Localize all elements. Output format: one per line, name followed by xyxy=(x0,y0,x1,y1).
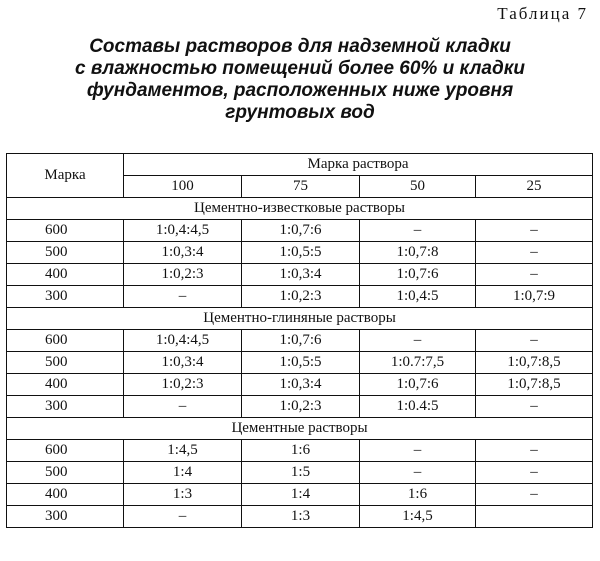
table-cell: 1:0,5:5 xyxy=(242,352,360,374)
table-cell: – xyxy=(476,396,593,418)
table-cell: 1:0,7:8,5 xyxy=(476,374,593,396)
table-cell: – xyxy=(124,396,242,418)
table-cell: – xyxy=(476,462,593,484)
table-cell: 1:0,3:4 xyxy=(242,264,360,286)
column-header-75: 75 xyxy=(242,176,360,198)
table-cell: – xyxy=(476,264,593,286)
section-row xyxy=(7,418,593,440)
column-header-marka-rastvora: Марка раствора xyxy=(124,154,593,176)
column-header-25: 25 xyxy=(476,176,593,198)
table-cell: 1:0,7:6 xyxy=(360,374,476,396)
table-cell: 1:0,2:3 xyxy=(124,374,242,396)
table-row xyxy=(7,242,593,264)
mortar-composition-table xyxy=(6,153,593,528)
table-cell: – xyxy=(360,220,476,242)
row-marka: 500 xyxy=(7,242,124,264)
table-cell: 1:4,5 xyxy=(360,506,476,528)
row-marka: 500 xyxy=(7,462,124,484)
table-row xyxy=(7,220,593,242)
table-cell: 1:3 xyxy=(242,506,360,528)
column-header-marka: Марка xyxy=(7,154,124,198)
section-title: Цементно-глиняные растворы xyxy=(7,308,593,330)
table-cell: 1:0,5:5 xyxy=(242,242,360,264)
table-cell: 1:0,7:9 xyxy=(476,286,593,308)
title-line: Составы растворов для надземной кладки xyxy=(89,36,511,57)
table-cell: 1:0,4:4,5 xyxy=(124,220,242,242)
table-number-label: Таблица 7 xyxy=(497,4,588,23)
row-marka: 600 xyxy=(7,440,124,462)
row-marka: 400 xyxy=(7,484,124,506)
table-row xyxy=(7,330,593,352)
table-cell: 1:5 xyxy=(242,462,360,484)
table-cell: – xyxy=(124,286,242,308)
table-row xyxy=(7,506,593,528)
table-cell: – xyxy=(476,330,593,352)
row-marka: 300 xyxy=(7,506,124,528)
table-cell: 1:0,3:4 xyxy=(242,374,360,396)
table-cell: 1:0,7:6 xyxy=(242,330,360,352)
table-cell: 1:6 xyxy=(242,440,360,462)
table-row xyxy=(7,440,593,462)
table-cell: 1:0,2:3 xyxy=(242,396,360,418)
table-row xyxy=(7,286,593,308)
table-row xyxy=(7,484,593,506)
header-row xyxy=(7,154,593,176)
table-cell: 1:0,3:4 xyxy=(124,242,242,264)
row-marka: 600 xyxy=(7,330,124,352)
row-marka: 300 xyxy=(7,286,124,308)
table-cell: – xyxy=(476,440,593,462)
table-cell: – xyxy=(476,484,593,506)
row-marka: 300 xyxy=(7,396,124,418)
table-cell: – xyxy=(360,462,476,484)
table-cell: 1:0,7:6 xyxy=(360,264,476,286)
table-cell: 1:4 xyxy=(242,484,360,506)
table-cell: 1:3 xyxy=(124,484,242,506)
table-cell: 1:0,7:6 xyxy=(242,220,360,242)
table-cell: – xyxy=(360,440,476,462)
table-cell xyxy=(476,506,593,528)
table-cell: 1:0.4:5 xyxy=(360,396,476,418)
table-cell: – xyxy=(476,220,593,242)
table-cell: – xyxy=(476,242,593,264)
column-header-50: 50 xyxy=(360,176,476,198)
table-cell: 1:0,4:4,5 xyxy=(124,330,242,352)
title-line: с влажностью помещений более 60% и кладки xyxy=(75,58,525,79)
table-row xyxy=(7,396,593,418)
table-title xyxy=(0,36,600,124)
section-row xyxy=(7,308,593,330)
table-row xyxy=(7,462,593,484)
row-marka: 400 xyxy=(7,264,124,286)
table-cell: 1:6 xyxy=(360,484,476,506)
table-cell: 1:4,5 xyxy=(124,440,242,462)
table-cell: 1:4 xyxy=(124,462,242,484)
title-line: грунтовых вод xyxy=(225,102,375,123)
table-cell: 1:0,4:5 xyxy=(360,286,476,308)
row-marka: 400 xyxy=(7,374,124,396)
table-cell: 1:0,2:3 xyxy=(242,286,360,308)
section-title: Цементные растворы xyxy=(7,418,593,440)
column-header-100: 100 xyxy=(124,176,242,198)
section-row xyxy=(7,198,593,220)
table-cell: – xyxy=(124,506,242,528)
table-cell: 1:0,2:3 xyxy=(124,264,242,286)
table-cell: – xyxy=(360,330,476,352)
table-row xyxy=(7,264,593,286)
table-cell: 1:0,7:8,5 xyxy=(476,352,593,374)
table-row xyxy=(7,374,593,396)
table-cell: 1:0.7:7,5 xyxy=(360,352,476,374)
row-marka: 600 xyxy=(7,220,124,242)
table-row xyxy=(7,352,593,374)
table-cell: 1:0,7:8 xyxy=(360,242,476,264)
table-body xyxy=(7,198,593,528)
row-marka: 500 xyxy=(7,352,124,374)
title-line: фундаментов, расположенных ниже уровня xyxy=(86,80,514,101)
table-cell: 1:0,3:4 xyxy=(124,352,242,374)
section-title: Цементно-известковые растворы xyxy=(7,198,593,220)
